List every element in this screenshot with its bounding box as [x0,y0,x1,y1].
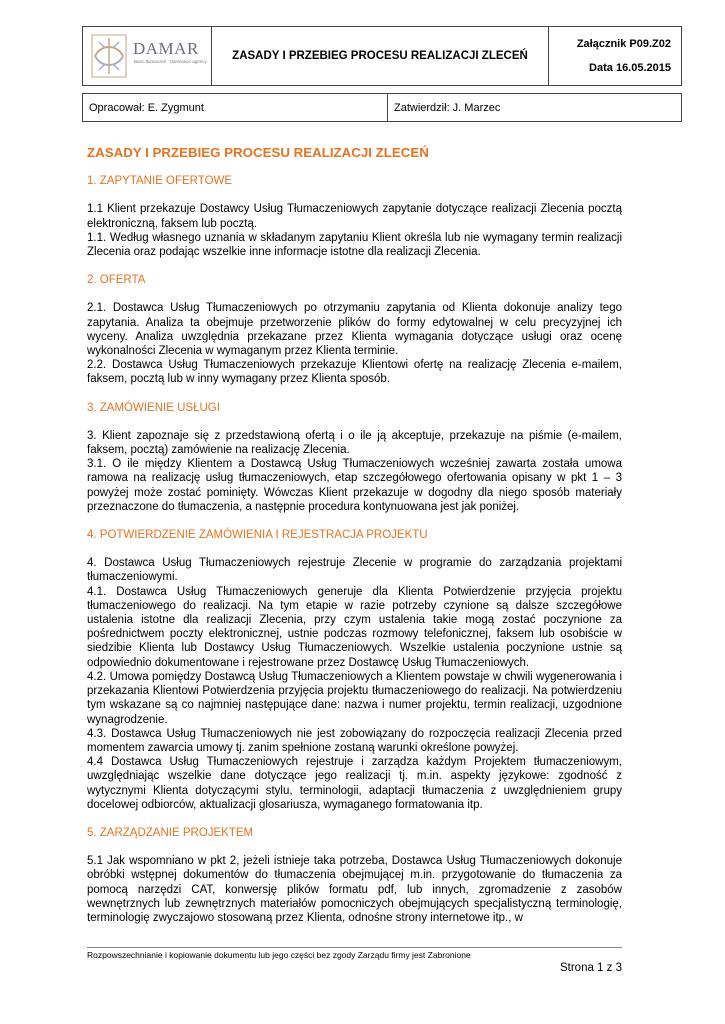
footer-notice: Rozpowszechnianie i kopiowanie dokumentu lub jego części bez zgody Zarządu firmy jest Zabronione [87,950,471,960]
paragraph: 2.1. Dostawca Usług Tłumaczeniowych po otrzymaniu zapytania od Klienta dokonuje analizy tego zapytania. Analiza ta obejmuje przetworzenie plików do formy edytowalnej w celu precyzyjnej ich wyceny. Analiza uwzględnia przekazane przez Klienta wymagania dotyczące usługi oraz ocenę wykonalności Zlecenia w wymaganym przez Klienta terminie. [87,302,622,358]
authors-table [82,93,682,122]
header-title: ZASADY I PRZEBIEG PROCESU REALIZACJI ZLECEŃ [212,27,549,85]
approved-by: Zatwierdził: J. Marzec [394,101,501,114]
paragraph: 4. Dostawca Usług Tłumaczeniowych rejestruje Zlecenie w programie do zarządzania projektami tłumaczeniowymi. [87,557,622,584]
paragraph: 2.2. Dostawca Usług Tłumaczeniowych przekazuje Klientowi ofertę na realizację Zlecenia e-mailem, faksem, pocztą lub w inny wymagany przez Klienta sposób. [87,359,622,386]
paragraph: 1.1. Według własnego uznania w składanym zapytaniu Klient określa lub nie wymagany termin realizacji Zlecenia oraz podając wszelkie inne informacje istotne dla realizacji Zlecenia. [87,231,622,259]
document-header [82,26,682,86]
damar-logo-icon [91,34,127,78]
section-heading: 2. OFERTA [87,274,146,287]
document-date: Data 16.05.2015 [589,62,671,74]
section-heading: 3. ZAMÓWIENIE USŁUGI [87,401,220,414]
section-3 [87,401,622,514]
document-body [87,146,622,939]
paragraph: 3. Klient zapoznaje się z przedstawioną ofertą i o ile ją akceptuje, przekazuje na piśmie (e-mailem, faksem, pocztą) zamówienie na realizację Zlecenia. [87,429,622,457]
page-number: Strona 1 z 3 [559,962,622,974]
paragraph: 4.3. Dostawca Usług Tłumaczeniowych nie jest zobowiązany do rozpoczęcia realizacji Zlecenia przed momentem zawarcia umowy tj. zanim spełnione zostaną warunki określone powyżej. [87,727,622,754]
header-meta [549,27,681,85]
logo-subtitle: Biuro tłumaczeń · translation agency [134,59,207,64]
section-4 [87,528,622,812]
section-1 [87,174,622,259]
paragraph: 5.1 Jak wspomniano w pkt 2, jeżeli istnieje taka potrzeba, Dostawca Usług Tłumaczeniowych dokonuje obróbki wstępnej dokumentów do tłumaczenia obejmującej m.in. przygotowanie do tłumaczenia za pomocą narzędzi CAT, konwersję plików formatu pdf, lub innych, zgromadzenie z zasobów wewnętrznych lub zewnętrznych materiałów pomocniczych obejmujących specjalistyczną terminologię, terminologię zwyczajowo stosowaną przez Klienta, odnośne strony internetowe itp., w [87,855,622,924]
paragraph: 1.1 Klient przekazuje Dostawcy Usług Tłumaczeniowych zapytanie dotyczące realizacji Zlecenia pocztą elektroniczną, faksem lub pocztą. [87,203,622,230]
paragraph: 3.1. O ile między Klientem a Dostawcą Usług Tłumaczeniowych wcześniej zawarta została umowa ramowa na realizację usług tłumaczeniowych, etap szczegółowego ofertowania opisany w pkt 1 – 3 powyżej może zostać pominięty. Wówczas Klient przekazuje w dogodny dla niego sposób materiały przeznaczone do tłumaczenia, a następnie procedura kontynuowana jest jak poniżej. [87,458,622,513]
section-heading: 5. ZARZĄDZANIE PROJEKTEM [87,826,254,839]
section-heading: 4. POTWIERDZENIE ZAMÓWIENIA I REJESTRACJA PROJEKTU [87,529,428,542]
paragraph: 4.4 Dostawca Usług Tłumaczeniowych rejestruje i zarządza każdym Projektem tłumaczeniowym, uwzględniając wszelkie dane dotyczące jego realizacji tj. m.in. aspekty językowe: zgodność z wytycznymi Klienta dotyczącymi stylu, terminologii, adaptacji tłumaczenia z uwzględnieniem grupy docelowej odbiorców, aktualizacji glosariusza, wymaganego formatowania itp. [87,756,622,811]
attachment-number: Załącznik P09.Z02 [576,38,671,50]
section-2 [87,273,622,386]
paragraph: 4.2. Umowa pomiędzy Dostawcą Usług Tłumaczeniowych a Klientem powstaje w chwili wygenerowania i przekazania Klientowi Potwierdzenia przyjęcia projektu tłumaczeniowego do realizacji. Na potwierdzeniu tym wskazane są co najmniej następujące dane: nazwa i numer projektu, termin realizacji, uzgodnione wynagrodzenie. [87,670,622,726]
section-5 [87,826,622,925]
section-heading: 1. ZAPYTANIE OFERTOWE [87,175,233,188]
footer-divider [87,947,622,948]
logo-wordmark: DAMAR [133,39,199,58]
main-title: ZASADY I PRZEBIEG PROCESU REALIZACJI ZLECEŃ [87,145,429,160]
paragraph: 4.1. Dostawca Usług Tłumaczeniowych generuje dla Klienta Potwierdzenie przyjęcia projektu tłumaczeniowego do realizacji. Na tym etapie w razie potrzeby czynione są dalsze szczegółowe ustalenia istotne dla realizacji Zlecenia, przy czym ustalenia takie mogą zostać poczynione za pośrednictwem poczty elektronicznej, ustnie podczas rozmowy telefonicznej, faksem lub osobiście w siedzibie Klienta lub Dostawcy Usług Tłumaczeniowych. Wszelkie ustalenia poczynione ustnie są odpowiednio dokumentowane i rejestrowane przez Dostawcę Usług Tłumaczeniowych. [87,585,622,669]
prepared-by: Opracował: E. Zygmunt [83,94,388,121]
company-logo [83,27,212,85]
